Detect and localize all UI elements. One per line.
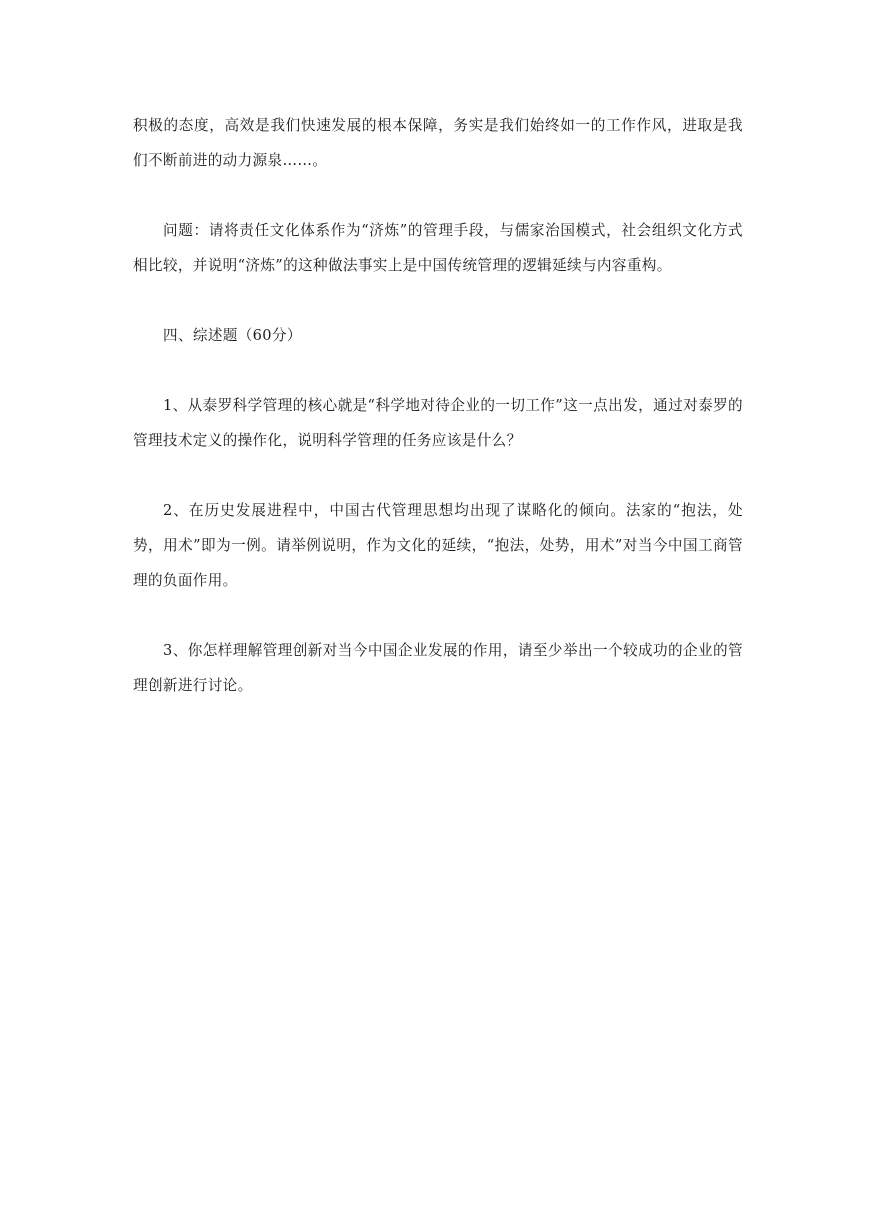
section-heading: 四、综述题（60分） (163, 327, 302, 344)
paragraph-intro-continuation: 积极的态度，高效是我们快速发展的根本保障，务实是我们始终如一的工作作风，进取是我们不断前进的动力源泉……。 (133, 117, 743, 169)
document-body (133, 108, 743, 703)
paragraph-spacer (133, 458, 743, 493)
essay-question-2: 2、在历史发展进程中，中国古代管理思想均出现了谋略化的倾向。法家的“抱法，处势，用术”即为一例。请举例说明，作为文化的延续，“抱法，处势，用术”对当今中国工商管理的负面作用。 (133, 502, 743, 589)
paragraph-spacer (133, 598, 743, 633)
paragraph-question: 问题：请将责任文化体系作为“济炼”的管理手段，与儒家治国模式，社会组织文化方式相比较，并说明“济炼”的这种做法事实上是中国传统管理的逻辑延续与内容重构。 (133, 222, 743, 274)
essay-question-3: 3、你怎样理解管理创新对当今中国企业发展的作用，请至少举出一个较成功的企业的管理创新进行讨论。 (133, 642, 743, 694)
paragraph-spacer (133, 353, 743, 388)
essay-question-1: 1、从泰罗科学管理的核心就是“科学地对待企业的一切工作”这一点出发，通过对泰罗的管理技术定义的操作化，说明科学管理的任务应该是什么？ (133, 397, 743, 449)
paragraph-spacer (133, 283, 743, 318)
paragraph-spacer (133, 178, 743, 213)
